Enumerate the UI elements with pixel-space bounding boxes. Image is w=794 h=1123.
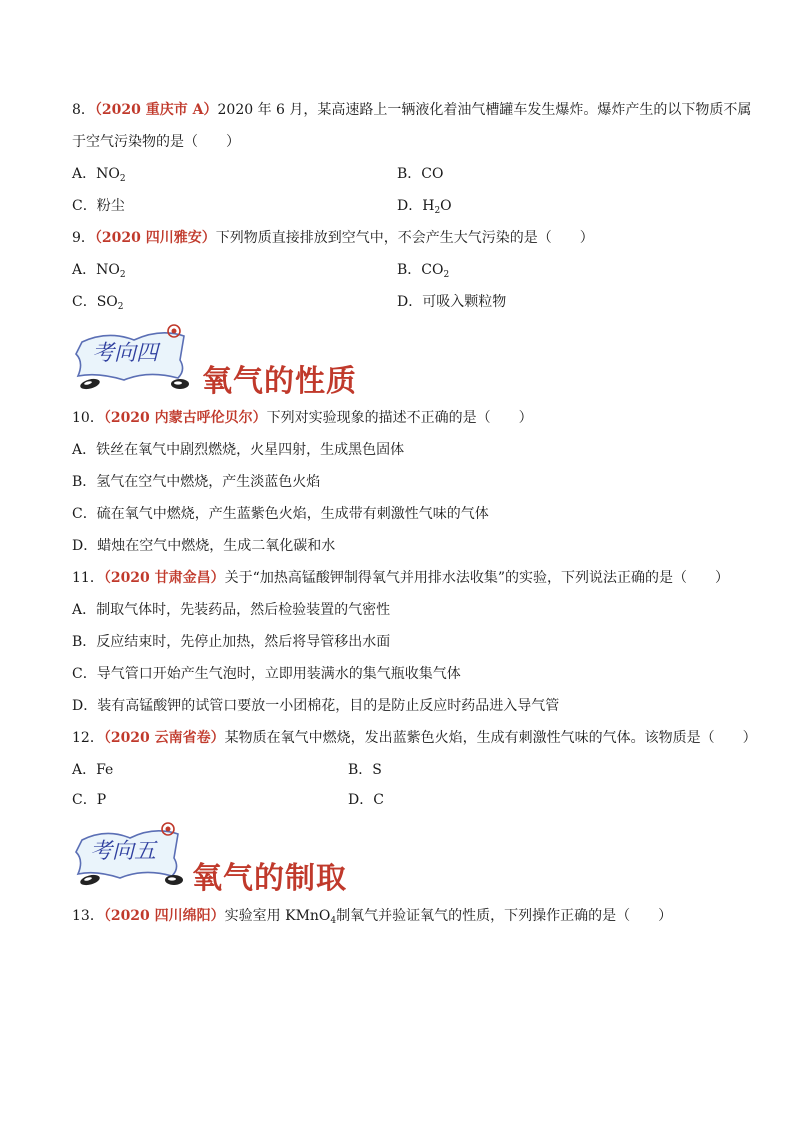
question-text: 关于“加热高锰酸钾制得氧气并用排水法收集”的实验，下列说法正确的是（ ）	[224, 570, 729, 586]
question-text: 某物质在氧气中燃烧，发出蓝紫色火焰，生成有刺激性气味的气体。该物质是（ ）	[224, 730, 757, 746]
option-b: B．S	[348, 762, 382, 778]
question-8-line-2	[72, 132, 240, 152]
option-a: A．Fe	[72, 762, 114, 778]
option-d: D．蜡烛在空气中燃烧，生成二氧化碳和水	[72, 538, 336, 554]
question-number: 9．	[72, 230, 95, 246]
question-source: （2020 内蒙古呼伦贝尔）	[103, 410, 267, 426]
option-c: C．导气管口开始产生气泡时，立即用装满水的集气瓶收集气体	[72, 666, 461, 682]
section-banner-4	[68, 322, 198, 394]
option-b: B．CO	[397, 166, 444, 182]
option-c: C．$SO_2$	[72, 294, 124, 312]
question-13-line-1	[72, 906, 672, 926]
question-text: 2020 年 6 月，某高速路上一辆液化着油气槽罐车发生爆炸。爆炸产生的以下物质不属	[217, 102, 752, 118]
option-a: A．$NO_2$	[72, 166, 126, 184]
option-c: C．硫在氧气中燃烧，产生蓝紫色火焰，生成带有刺激性气味的气体	[72, 506, 489, 522]
subscript: 4	[330, 916, 337, 926]
question-text: 制氧气并验证氧气的性质，下列操作正确的是（ ）	[336, 908, 673, 924]
question-text: 于空气污染物的是（ ）	[72, 134, 240, 150]
question-12-line-1	[72, 728, 757, 748]
option-d: D．可吸入颗粒物	[397, 294, 507, 310]
question-number: 10．	[72, 410, 104, 426]
option-b: B．氢气在空气中燃烧，产生淡蓝色火焰	[72, 474, 321, 490]
question-11-line-1	[72, 568, 729, 588]
section-tag-label: 考向五	[90, 839, 157, 864]
section-tag-label: 考向四	[92, 341, 159, 366]
question-source: （2020 甘肃金昌）	[103, 570, 225, 586]
question-number: 12．	[72, 730, 104, 746]
question-source: （2020 云南省卷）	[103, 730, 225, 746]
option-d: D．C	[348, 792, 384, 808]
question-number: 8．	[72, 102, 95, 118]
option-a: A．铁丝在氧气中剧烈燃烧，火星四射，生成黑色固体	[72, 442, 405, 458]
option-c: C．粉尘	[72, 198, 125, 214]
section-title: 氧气的制取	[192, 861, 347, 896]
option-a: A．$NO_2$	[72, 262, 126, 280]
question-text: 下列物质直接排放到空气中，不会产生大气污染的是（ ）	[215, 230, 594, 246]
question-10-line-1	[72, 408, 533, 428]
option-b: B．$CO_2$	[397, 262, 450, 280]
option-c: C．P	[72, 792, 107, 808]
question-8-line-1	[72, 100, 751, 120]
question-text: 实验室用 KMnO	[224, 908, 331, 924]
section-title: 氧气的性质	[202, 364, 357, 399]
option-b: B．反应结束时，先停止加热，然后将导管移出水面	[72, 634, 391, 650]
option-d: D．装有高锰酸钾的试管口要放一小团棉花，目的是防止反应时药品进入导气管	[72, 698, 560, 714]
question-source: （2020 重庆市 A）	[94, 102, 218, 118]
question-source: （2020 四川绵阳）	[103, 908, 225, 924]
option-d: D．$H_2O$	[397, 198, 452, 216]
question-number: 11．	[72, 570, 104, 586]
section-banner-5	[68, 820, 192, 890]
question-number: 13．	[72, 908, 104, 924]
option-a: A．制取气体时，先装药品，然后检验装置的气密性	[72, 602, 391, 618]
question-source: （2020 四川雅安）	[94, 230, 216, 246]
question-9-line-1	[72, 228, 594, 248]
question-text: 下列对实验现象的描述不正确的是（ ）	[266, 410, 533, 426]
